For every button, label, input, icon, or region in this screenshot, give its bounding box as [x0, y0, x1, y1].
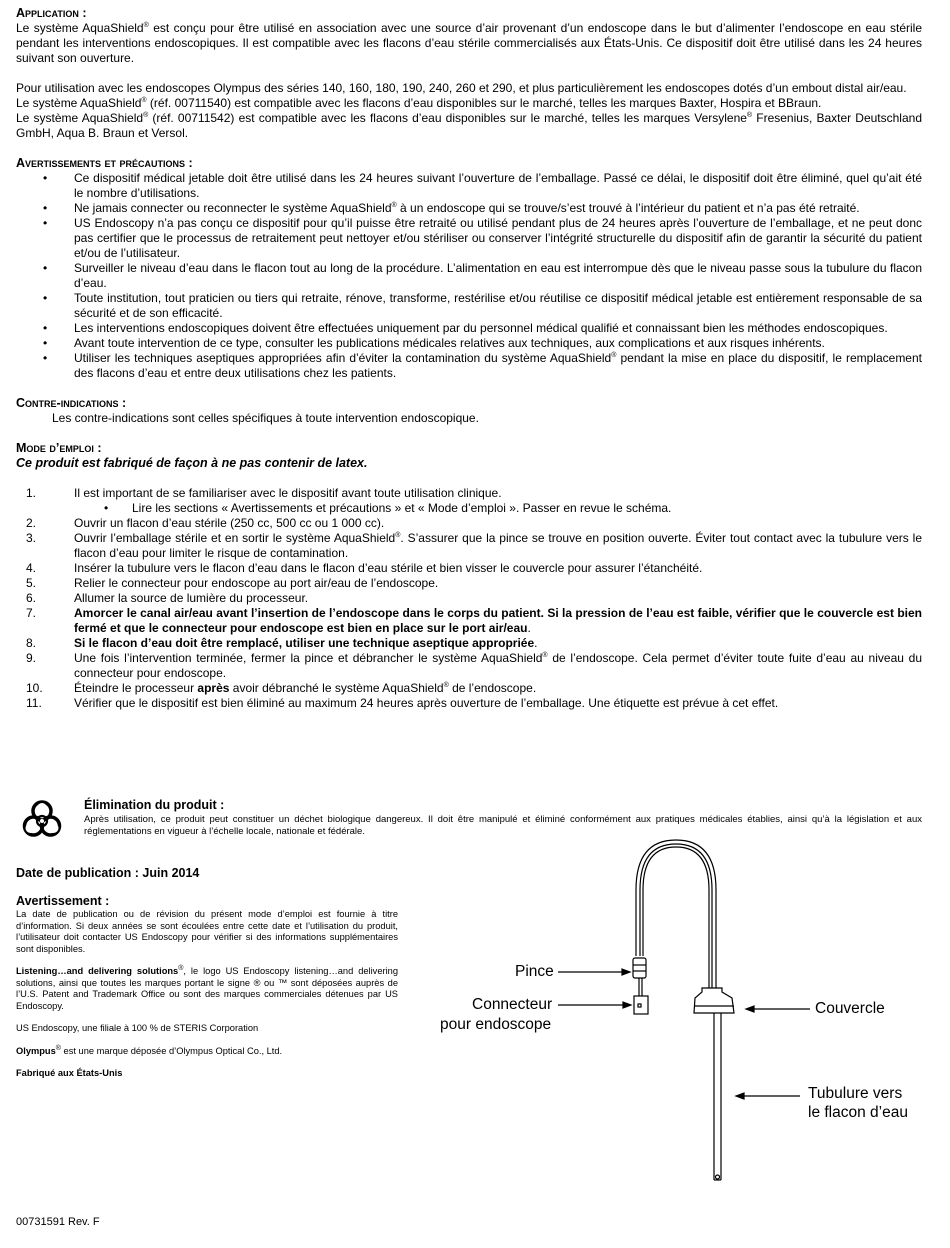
- list-item: • Lire les sections « Avertissements et précautions » et « Mode d’emploi ». Passer en revue le schéma.: [104, 501, 672, 515]
- label-connecteur-1: Connecteur: [472, 996, 553, 1013]
- biohazard-icon: [20, 798, 64, 847]
- aquashield-diagram: [440, 838, 930, 1198]
- list-item: • Les interventions endoscopiques doivent être effectuées uniquement par du personnel médical qualifié et connaissant bien les méthodes endoscopiques.: [43, 321, 888, 335]
- list-item: • US Endoscopy n’a pas conçu ce dispositif pour qu’il puisse être retraité ou utilisé pendant plus de 24 heures après l’ouverture de l’emballage, et ne peut donc pas certifier que le processus de retraitement peut nettoyer et/ou stériliser ou conserver l’intégrité structurelle du dispositif afin de garantir la sécurité du patient et/ou de l’utilisateur.: [43, 216, 922, 260]
- list-item: • Toute institution, tout praticien ou tiers qui retraite, rénove, transforme, restérilise et/ou réutilise ce dispositif médical jetable est entièrement responsable de sa sécurité et de son efficacité.: [43, 291, 922, 320]
- made-in-text: Fabriqué aux États-Unis: [16, 1068, 123, 1078]
- label-connecteur-2: pour endoscope: [440, 1016, 552, 1033]
- application-paragraph-2: Pour utilisation avec les endoscopes Olympus des séries 140, 160, 180, 190, 240, 260 et 290, et plus particulièrement les endoscopes dotés d’un embout distal air/eau.: [16, 81, 907, 95]
- trademark-text: Listening…and delivering solutions®, le logo US Endoscopy listening…and delivering solutions, ainsi que toutes les marques portant le signe ® ou ™ sont déposées auprès de l’U.S. Patent and Trademark Office ou sont des marques commerciales détenues par US Endoscopy.: [16, 964, 398, 1011]
- list-item: • Utiliser les techniques aseptiques appropriées afin d’éviter la contamination du système AquaShield® pendant la mise en place du dispositif, le remplacement des flacons d’eau et entre deux utilisations chez les patients.: [43, 351, 922, 380]
- list-item: 11. Vérifier que le dispositif est bien éliminé au maximum 24 heures après ouverture de l’emballage. Une étiquette est prévue à cet effet.: [26, 696, 779, 710]
- document-code: 00731591 Rev. F: [16, 1216, 100, 1228]
- warnings-heading: Avertissements et précautions :: [16, 156, 193, 170]
- application-paragraph-1: Le système AquaShield® est conçu pour être utilisé en association avec une source d’air provenant d’un endoscope dans le but d’alimenter l’endoscope en eau stérile pendant les interventions endoscopiques. Il est compatible avec les flacons d’eau stérile commercialisés aux États-Unis. Ce dispositif doit être utilisé dans les 24 heures suivant son ouverture.: [16, 21, 922, 65]
- list-item: • Surveiller le niveau d’eau dans le flacon tout au long de la procédure. L’alimentation en eau est interrompue dès que le niveau passe sous la tubulure du flacon d’eau.: [43, 261, 922, 290]
- notice-title: Avertissement :: [16, 894, 110, 908]
- list-item: 3. Ouvrir l’emballage stérile et en sortir le système AquaShield®. S’assurer que la pince se trouve en position ouverte. Éviter tout contact avec la tubulure vers le flacon d’eau pour limiter le risque de contamination.: [26, 531, 923, 560]
- steris-text: US Endoscopy, une filiale à 100 % de STERIS Corporation: [16, 1023, 259, 1033]
- label-couvercle: Couvercle: [815, 1000, 885, 1017]
- list-item: 7. Amorcer le canal air/eau avant l’insertion de l’endoscope dans le corps du patient. Si la pression de l’eau est faible, vérifier que le couvercle est bien fermé et que le connecteur pour endoscope est bien en place sur le port air/eau.: [26, 606, 922, 635]
- application-paragraph-4: Le système AquaShield® (réf. 00711542) est compatible avec les flacons d’eau disponibles sur le marché, telles les marques Versylene® Fresenius, Baxter Deutschland GmbH, Aqua B. Braun et Versol.: [16, 111, 922, 140]
- list-item: 6. Allumer la source de lumière du processeur.: [26, 591, 309, 605]
- publication-info: [16, 866, 398, 1080]
- warnings-list: [16, 171, 922, 381]
- document-body: [16, 6, 922, 711]
- list-item: 5. Relier le connecteur pour endoscope au port air/eau de l’endoscope.: [26, 576, 439, 590]
- application-paragraph-3: Le système AquaShield® (réf. 00711540) est compatible avec les flacons d’eau disponibles sur le marché, telles les marques Baxter, Hospira et BBraun.: [16, 96, 822, 110]
- mode-heading: Mode d’emploi :: [16, 441, 102, 455]
- instructions-list: [16, 486, 922, 711]
- latex-notice: Ce produit est fabriqué de façon à ne pas contenir de latex.: [16, 456, 368, 470]
- elimination-section: [16, 796, 922, 844]
- contra-text: Les contre-indications sont celles spécifiques à toute intervention endoscopique.: [52, 411, 479, 425]
- label-tubulure-1: Tubulure vers: [808, 1085, 903, 1102]
- list-item: 10. Éteindre le processeur après avoir débranché le système AquaShield® de l’endoscope.: [26, 681, 537, 695]
- contra-heading: Contre-indications :: [16, 396, 127, 410]
- list-item: 4. Insérer la tubulure vers le flacon d’eau dans le flacon d’eau stérile et bien visser le couvercle pour assurer l’étanchéité.: [26, 561, 703, 575]
- label-tubulure-2: le flacon d’eau: [808, 1104, 908, 1121]
- list-item: 8. Si le flacon d’eau doit être remplacé, utiliser une technique aseptique appropriée.: [26, 636, 538, 650]
- publication-date: Date de publication : Juin 2014: [16, 866, 200, 880]
- notice-text: La date de publication ou de révision du présent mode d’emploi est fournie à titre d’information. Si deux années se sont écoulées entre cette date et l’utilisation du produit, l’utilisateur doit contacter US Endoscopy pour vérifier si des informations supplémentaires sont disponibles.: [16, 909, 398, 954]
- application-heading: Application :: [16, 6, 87, 20]
- elimination-title: Élimination du produit :: [84, 798, 225, 812]
- list-item: • Ne jamais connecter ou reconnecter le système AquaShield® à un endoscope qui se trouve/s’est trouvé à l’intérieur du patient et n’a pas été retraité.: [43, 201, 860, 215]
- label-pince: Pince: [515, 963, 554, 980]
- list-item: 9. Une fois l’intervention terminée, fermer la pince et débrancher le système AquaShield® de l’endoscope. Cela permet d’éviter toute fuite d’eau au niveau du connecteur pour endoscope.: [26, 651, 923, 680]
- list-item: 2. Ouvrir un flacon d’eau stérile (250 cc, 500 cc ou 1 000 cc).: [26, 516, 385, 530]
- elimination-text: Après utilisation, ce produit peut constituer un déchet biologique dangereux. Il doit être manipulé et éliminé conformément aux pratiques médicales établies, ainsi qu’à la législation et aux réglementations en vigueur à l’échelle locale, nationale et fédérale.: [84, 814, 922, 837]
- list-item: • Avant toute intervention de ce type, consulter les publications médicales relatives aux techniques, aux complications et aux risques inhérents.: [43, 336, 825, 350]
- list-item: 1. Il est important de se familiariser avec le dispositif avant toute utilisation clinique.: [26, 486, 502, 500]
- olympus-text: Olympus® est une marque déposée d’Olympus Optical Co., Ltd.: [16, 1044, 283, 1056]
- list-item: • Ce dispositif médical jetable doit être utilisé dans les 24 heures suivant l’ouverture de l’emballage. Passé ce délai, le dispositif doit être éliminé, quel qu’ait été le nombre d’utilisations.: [43, 171, 922, 200]
